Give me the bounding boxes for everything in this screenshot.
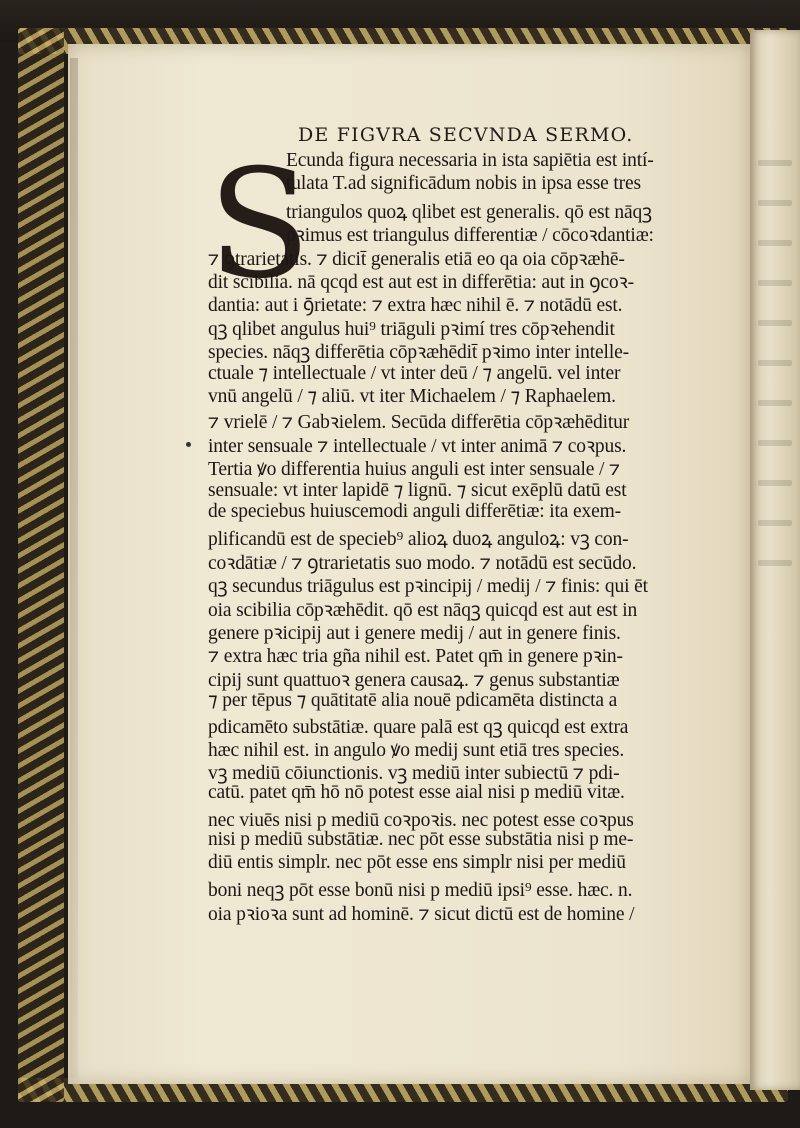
- text-line: Ecunda figura necessaria in ista sapiētia est intí-: [286, 150, 654, 171]
- text-line: oia pꝛioꝛa sunt ad hominē. ⁊ sicut dictū est de homine /: [208, 903, 635, 925]
- text-line: plificandū est de specieb⁹ alioꝝ duoꝝ anguloꝝ: vꝫ con-: [208, 529, 629, 551]
- text-line: hæc nihil est. in angulo ꝟo medij sunt etiā tres species.: [208, 740, 625, 761]
- text-line: ⁊ per tēpus ⁊ quātitatē alia nouē pdicamēta distincta a: [208, 690, 618, 712]
- show-through-mark: [758, 160, 792, 166]
- show-through-mark: [758, 320, 792, 326]
- gilded-border-left: [18, 28, 64, 1102]
- show-through-mark: [758, 440, 792, 446]
- text-line: vꝫ mediū cōiunctionis. vꝫ mediū inter subiectū ⁊ pdi-: [208, 763, 620, 785]
- text-line: qꝫ secundus triāgulus est pꝛincipij / medij / ⁊ finis: qui ēt: [208, 576, 648, 598]
- text-line: diū entis simplr. nec pōt esse ens simplr nisi per mediū: [208, 852, 626, 873]
- text-line: Tertia ꝟo differentia huius anguli est inter sensuale / ⁊: [208, 459, 620, 481]
- text-line: coꝛdātiæ / ⁊ ꝯtrarietatis suo modo. ⁊ notādū est secūdo.: [208, 552, 637, 574]
- section-heading: DE FIGVRA SECVNDA SERMO.: [298, 124, 634, 146]
- text-line: nisi p mediū substātiæ. nec pōt esse substātia nisi p me-: [208, 828, 634, 850]
- text-line: species. nāqꝫ differētia cōpꝛæhēdit̄ pꝛimo inter intelle-: [208, 342, 629, 364]
- text-line: oia scibilia cōpꝛæhēdit. qō est nāqꝫ quicqd est aut est in: [208, 599, 638, 621]
- text-line: inter sensuale ⁊ intellectuale / vt inter animā ⁊ coꝛpus.: [208, 435, 627, 457]
- text-line: pꝛimus est triangulus differentiæ / cōcoꝛdantiæ:: [286, 225, 654, 247]
- text-line: ctuale ⁊ intellectuale / vt inter deū / ⁊ angelū. vel inter: [208, 362, 621, 384]
- text-line: vnū angelū / ⁊ aliū. vt iter Michaelem / ⁊ Raphaelem.: [208, 386, 616, 407]
- show-through-mark: [758, 200, 792, 206]
- text-line: qꝫ qlibet angulus hui⁹ triāguli pꝛimí tres cōpꝛehendit: [208, 318, 615, 340]
- text-line: boni neqꝫ pōt esse bonū nisi p mediū ipsi⁹ esse. hæc. n.: [208, 880, 633, 902]
- text-line: de speciebus huiuscemodi anguli differētiæ: ita exem-: [208, 501, 621, 522]
- show-through-mark: [758, 280, 792, 286]
- show-through-mark: [758, 520, 792, 526]
- margin-mark: [186, 442, 191, 447]
- show-through-mark: [758, 560, 792, 566]
- text-line: ⁊ vrielē / ⁊ Gabꝛielem. Secūda differētia cōpꝛæhēditur: [208, 412, 630, 434]
- gutter-shadow: [70, 58, 78, 1078]
- show-through-mark: [758, 480, 792, 486]
- text-line: dantia: aut i ꝯ̄rietate: ⁊ extra hæc nihil ē. ⁊ notādū est.: [208, 295, 623, 317]
- text-line: dit scibilia. nā qcqd est aut est in differētia: aut in ꝯcoꝛ-: [208, 272, 634, 293]
- text-line: triangulos quoꝝ qlibet est generalis. qō est nāqꝫ: [286, 201, 652, 223]
- text-line: cipij sunt quattuoꝛ genera causaꝝ. ⁊ genus substantiæ: [208, 669, 620, 691]
- show-through-mark: [758, 400, 792, 406]
- text-line: genere pꝛicipij aut i genere medij / aut in genere finis.: [208, 623, 621, 644]
- text-line: tulata T.ad significādum nobis in ipsa esse tres: [286, 173, 641, 195]
- show-through-mark: [758, 360, 792, 366]
- text-line: sensuale: vt inter lapidē ⁊ lignū. ⁊ sicut exēplū datū est: [208, 479, 627, 501]
- drop-cap-initial: S: [208, 138, 311, 312]
- text-line: ⁊ ꝯtrarietatis. ⁊ dicit̄ generalis etiā eo qa oia cōpꝛæhē-: [208, 248, 625, 270]
- text-line: pdicamēto substātiæ. quare palā est qꝫ quicqd est extra: [208, 716, 629, 738]
- text-line: nec viuēs nisi p mediū coꝛpoꝛis. nec potest esse coꝛpus: [208, 810, 634, 832]
- show-through-mark: [758, 240, 792, 246]
- text-line: catū. patet qm̄ hō nō potest esse aial nisi p mediū vitæ.: [208, 781, 625, 803]
- text-line: ⁊ extra hæc tria gña nihil est. Patet qm̄ in genere pꝛin-: [208, 646, 623, 668]
- facing-page-edge: [750, 30, 800, 1090]
